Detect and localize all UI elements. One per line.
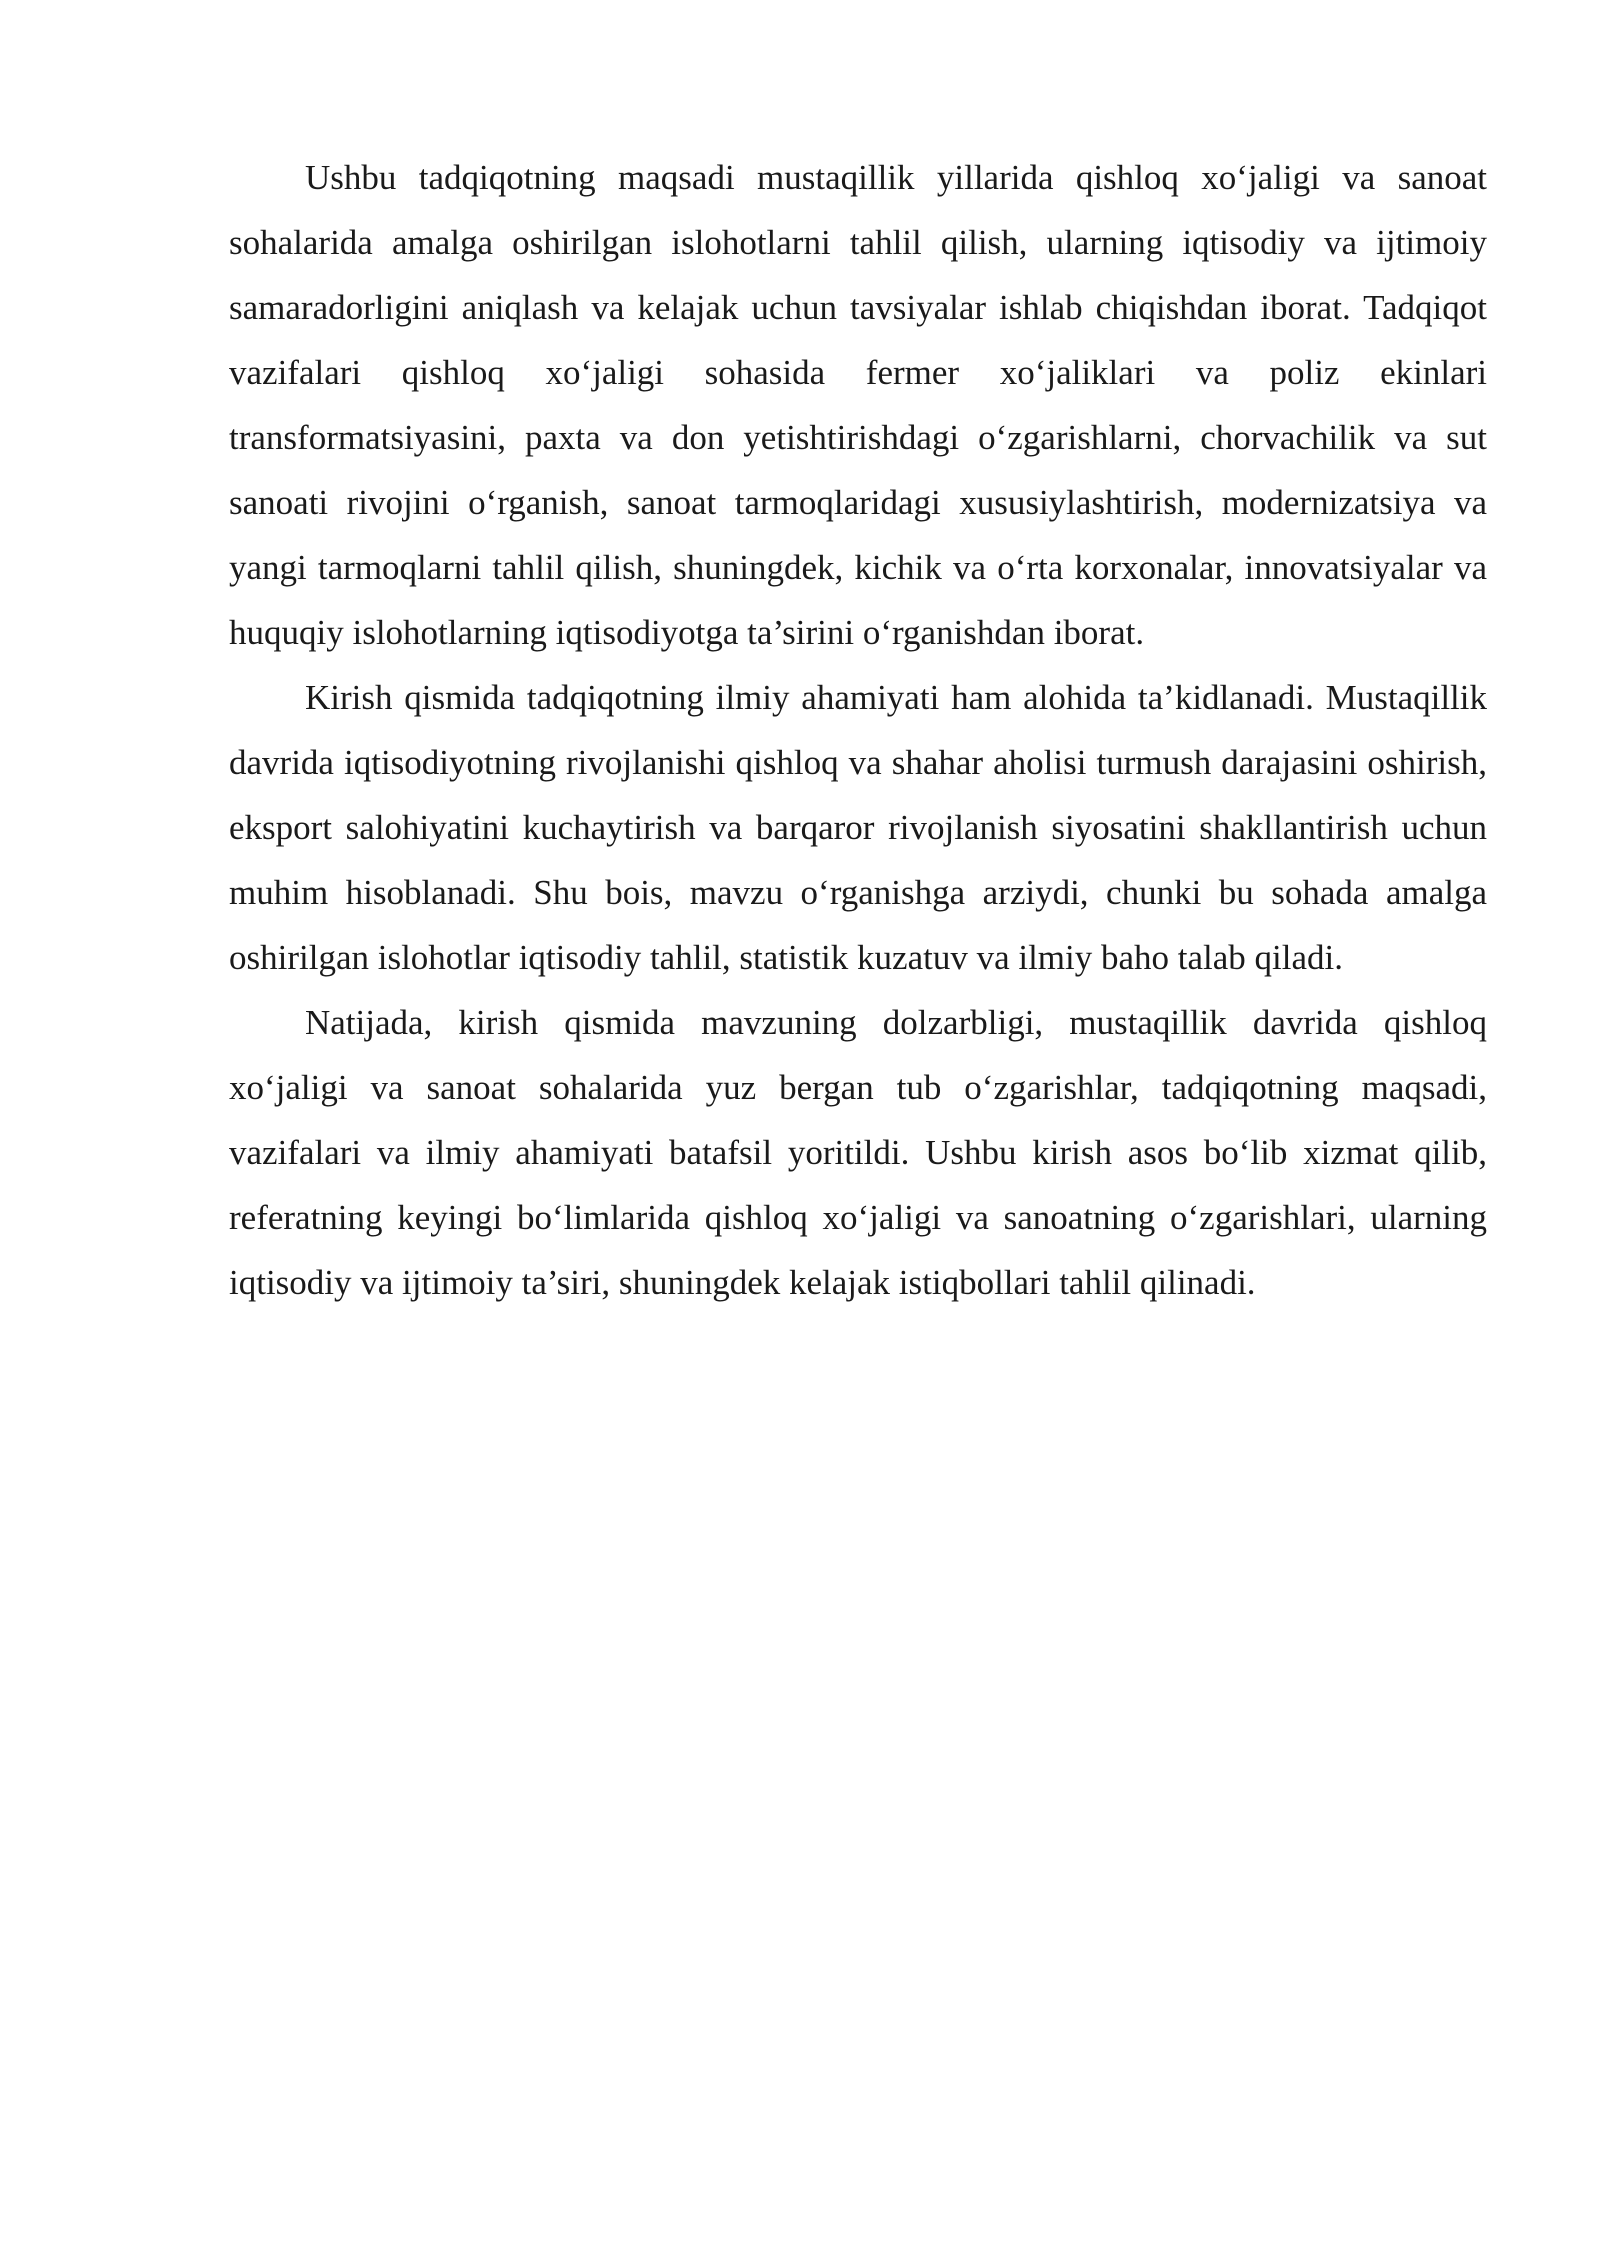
paragraph-objectives: Ushbu tadqiqotning maqsadi mustaqillik yillarida qishloq xo‘jaligi va sanoat sohalarida amalga oshirilgan islohotlarni tahlil qilish, ularning iqtisodiy va ijtimoiy samaradorligini aniqlash va kelajak uchun tavsiyalar ishlab chiqishdan iborat. Tadqiqot vazifalari qishloq xo‘jaligi sohasida fermer xo‘jaliklari va poliz ekinlari transformatsiyasini, paxta va don yetishtirishdagi o‘zgarishlarni, chorvachilik va sut sanoati rivojini o‘rganish, sanoat tarmoqlaridagi xususiylashtirish, modernizatsiya va yangi tarmoqlarni tahlil qilish, shuningdek, kichik va o‘rta korxonalar, innovatsiyalar va huquqiy islohotlarning iqtisodiyotga ta’sirini o‘rganishdan iborat. (229, 158, 1487, 652)
paragraph-conclusion: Natijada, kirish qismida mavzuning dolzarbligi, mustaqillik davrida qishloq xo‘jaligi va sanoat sohalarida yuz bergan tub o‘zgarishlar, tadqiqotning maqsadi, vazifalari va ilmiy ahamiyati batafsil yoritildi. Ushbu kirish asos bo‘lib xizmat qilib, referatning keyingi bo‘limlarida qishloq xo‘jaligi va sanoatning o‘zgarishlari, ularning iqtisodiy va ijtimoiy ta’siri, shuningdek kelajak istiqbollari tahlil qilinadi. (229, 1003, 1487, 1302)
body-text (229, 145, 1487, 1315)
paragraph-significance: Kirish qismida tadqiqotning ilmiy ahamiyati ham alohida ta’kidlanadi. Mustaqillik davrida iqtisodiyotning rivojlanishi qishloq va shahar aholisi turmush darajasini oshirish, eksport salohiyatini kuchaytirish va barqaror rivojlanish siyosatini shakllantirish uchun muhim hisoblanadi. Shu bois, mavzu o‘rganishga arziydi, chunki bu sohada amalga oshirilgan islohotlar iqtisodiy tahlil, statistik kuzatuv va ilmiy baho talab qiladi. (229, 678, 1487, 977)
